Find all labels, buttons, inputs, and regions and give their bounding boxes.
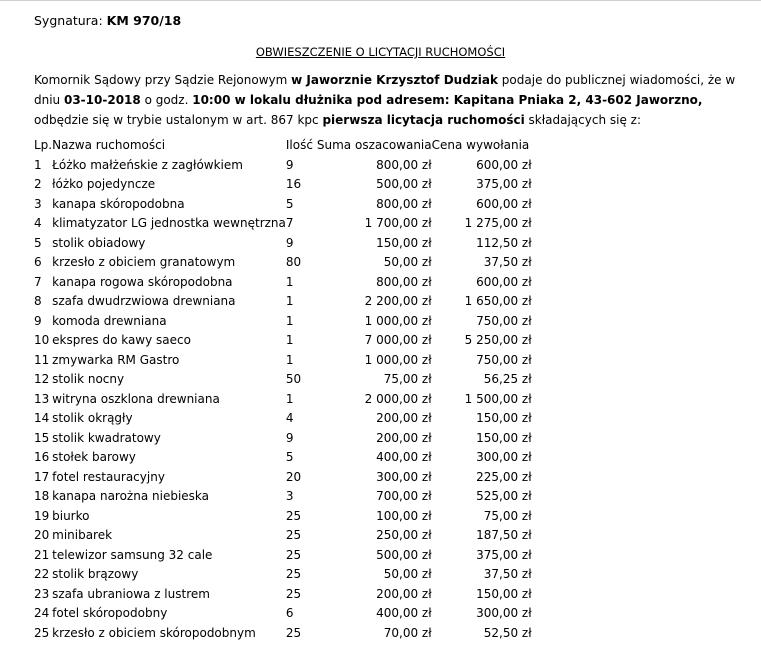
table-row [34,353,532,373]
intro-text: dniu [34,93,64,107]
cell-lp: 11 [34,352,50,367]
cell-qty: 25 [285,567,302,581]
table-row [34,450,532,470]
table-row [34,333,532,353]
intro-text: o godz. [140,93,193,107]
cell-name: stolik okrągły [52,411,133,425]
cell-qty: 1 [285,391,294,406]
header-estimate: Suma oszacowania [316,138,432,152]
table-row [34,606,532,626]
cell-lp: 7 [34,274,42,289]
cell-qty: 25 [285,508,302,523]
cell-name: stołek barowy [52,450,136,464]
auction-date: 03-10-2018 [63,93,141,107]
cell-lp: 4 [34,216,42,230]
cell-price: 225,00 zł [476,469,532,484]
cell-name: ekspres do kawy saeco [52,333,191,347]
table-row [34,216,532,236]
intro-text: Komornik Sądowy przy Sądzie Rejonowym [34,73,292,87]
table-row [34,236,532,256]
cell-name: stolik obiadowy [52,235,146,250]
cell-lp: 21 [34,547,50,562]
table-row [34,567,532,587]
cell-price: 525,00 zł [476,489,532,503]
cell-estimate: 1 700,00 zł [364,216,432,230]
items-table [34,138,532,645]
cell-estimate: 50,00 zł [383,255,432,269]
intro-text: odbędzie się w trybie ustalonym w art. 867 kpc [34,113,323,127]
auction-type: pierwsza licytacja ruchomości [322,113,525,127]
cell-lp: 12 [34,372,50,386]
heading-text: OBWIESZCZENIE O LICYTACJI RUCHOMOŚCI [255,45,506,59]
cell-name: Łóżko małżeńskie z zagłówkiem [52,157,243,172]
cell-lp: 13 [34,391,50,406]
document-heading [0,45,761,59]
cell-estimate: 70,00 zł [383,625,432,640]
cell-estimate: 300,00 zł [376,469,432,484]
cell-name: stolik kwadratowy [52,430,161,445]
cell-estimate: 800,00 zł [376,196,432,211]
cell-estimate: 400,00 zł [376,606,432,620]
table-row [34,372,532,392]
cell-price: 112,50 zł [476,235,532,250]
cell-name: telewizor samsung 32 cale [52,547,213,562]
cell-qty: 9 [285,157,294,172]
header-price: Cena wywołania [431,138,530,152]
cell-lp: 3 [34,196,42,211]
cell-qty: 1 [285,313,294,328]
cell-name: klimatyzator LG jednostka wewnętrzna [52,216,286,230]
table-row [34,528,532,548]
cell-qty: 25 [285,625,302,640]
cell-price: 375,00 zł [476,177,532,191]
signature-label: Sygnatura: [34,13,103,28]
table-row [34,548,532,568]
cell-price: 150,00 zł [476,586,532,601]
cell-name: łóżko pojedyncze [52,177,156,191]
cell-price: 37,50 zł [483,255,532,269]
cell-qty: 25 [285,547,302,562]
cell-lp: 15 [34,430,50,445]
table-row [34,314,532,334]
cell-price: 1 275,00 zł [464,216,532,230]
table-row [34,275,532,295]
cell-estimate: 200,00 zł [376,586,432,601]
header-lp: Lp. [34,138,53,152]
cell-price: 600,00 zł [476,157,532,172]
cell-lp: 8 [34,294,42,308]
cell-price: 300,00 zł [476,606,532,620]
table-row [34,431,532,451]
cell-qty: 3 [285,489,294,503]
table-row [34,470,532,490]
cell-estimate: 200,00 zł [376,430,432,445]
case-signature [34,13,181,28]
cell-qty: 6 [285,606,294,620]
cell-lp: 17 [34,469,50,484]
cell-name: krzesło z obiciem skóropodobnym [52,625,256,640]
cell-estimate: 50,00 zł [383,567,432,581]
intro-line-3 [34,110,734,130]
table-row [34,177,532,197]
cell-name: kanapa rogowa skóropodobna [52,274,233,289]
cell-price: 75,00 zł [483,508,532,523]
cell-estimate: 2 200,00 zł [364,294,432,308]
intro-text: podaje do publicznej wiadomości, że w [497,73,736,87]
cell-qty: 1 [285,352,294,367]
table-row [34,197,532,217]
cell-lp: 1 [34,157,42,172]
cell-price: 300,00 zł [476,450,532,464]
cell-qty: 1 [285,274,294,289]
table-row [34,294,532,314]
table-row [34,255,532,275]
cell-price: 1 500,00 zł [464,391,532,406]
cell-estimate: 400,00 zł [376,450,432,464]
table-row [34,489,532,509]
cell-name: kanapa skóropodobna [52,196,185,211]
cell-lp: 22 [34,567,50,581]
cell-qty: 9 [285,430,294,445]
cell-qty: 50 [285,372,302,386]
cell-price: 750,00 zł [476,313,532,328]
cell-price: 5 250,00 zł [464,333,532,347]
auction-time-location: 10:00 w lokalu dłużnika pod adresem: Kapitana Pniaka 2, 43-602 Jaworzno, [192,93,703,107]
cell-lp: 9 [34,313,42,328]
page-top-border [0,0,761,1]
cell-lp: 19 [34,508,50,523]
cell-estimate: 75,00 zł [383,372,432,386]
cell-lp: 23 [34,586,50,601]
signature-value: KM 970/18 [106,13,182,28]
intro-paragraph [34,70,734,130]
cell-qty: 80 [285,255,302,269]
cell-estimate: 100,00 zł [376,508,432,523]
cell-qty: 4 [285,411,294,425]
cell-price: 375,00 zł [476,547,532,562]
cell-lp: 6 [34,255,42,269]
cell-name: biurko [52,508,90,523]
cell-price: 600,00 zł [476,274,532,289]
table-header-row [34,138,532,158]
cell-estimate: 1 000,00 zł [364,352,432,367]
cell-lp: 25 [34,625,50,640]
cell-name: fotel restauracyjny [52,469,165,484]
cell-name: kanapa narożna niebieska [52,489,210,503]
cell-lp: 16 [34,450,50,464]
table-row [34,158,532,178]
cell-qty: 9 [285,235,294,250]
cell-estimate: 500,00 zł [376,177,432,191]
cell-price: 37,50 zł [483,567,532,581]
cell-price: 1 650,00 zł [464,294,532,308]
bailiff-name: w Jaworznie Krzysztof Dudziak [291,73,498,87]
cell-qty: 20 [285,469,302,484]
cell-price: 150,00 zł [476,430,532,445]
cell-name: szafa ubraniowa z lustrem [52,586,210,601]
header-name: Nazwa ruchomości [52,138,166,152]
cell-lp: 14 [34,411,50,425]
cell-estimate: 200,00 zł [376,411,432,425]
cell-name: stolik brązowy [52,567,139,581]
table-row [34,587,532,607]
cell-estimate: 7 000,00 zł [364,333,432,347]
cell-price: 750,00 zł [476,352,532,367]
cell-estimate: 800,00 zł [376,157,432,172]
intro-text: składających się z: [524,113,641,127]
cell-qty: 16 [285,177,302,191]
cell-estimate: 2 000,00 zł [364,391,432,406]
cell-estimate: 1 000,00 zł [364,313,432,328]
cell-lp: 18 [34,489,50,503]
cell-price: 187,50 zł [476,528,532,542]
cell-name: krzesło z obiciem granatowym [52,255,236,269]
table-row [34,392,532,412]
cell-lp: 20 [34,528,50,542]
cell-qty: 1 [285,333,294,347]
cell-lp: 5 [34,235,42,250]
cell-name: minibarek [52,528,113,542]
cell-estimate: 250,00 zł [376,528,432,542]
cell-qty: 25 [285,528,302,542]
cell-qty: 5 [285,450,294,464]
cell-name: zmywarka RM Gastro [52,352,180,367]
table-row [34,411,532,431]
cell-qty: 7 [285,216,294,230]
cell-name: komoda drewniana [52,313,167,328]
cell-name: witryna oszklona drewniana [52,391,220,406]
cell-name: stolik nocny [52,372,125,386]
cell-estimate: 150,00 zł [376,235,432,250]
table-row [34,509,532,529]
cell-qty: 25 [285,586,302,601]
cell-lp: 24 [34,606,50,620]
cell-name: szafa dwudrzwiowa drewniana [52,294,236,308]
intro-line-2 [34,90,734,110]
cell-estimate: 700,00 zł [376,489,432,503]
cell-lp: 2 [34,177,42,191]
cell-price: 52,50 zł [483,625,532,640]
cell-estimate: 500,00 zł [376,547,432,562]
cell-estimate: 800,00 zł [376,274,432,289]
cell-name: fotel skóropodobny [52,606,168,620]
table-row [34,626,532,646]
cell-lp: 10 [34,333,50,347]
cell-qty: 5 [285,196,294,211]
cell-price: 600,00 zł [476,196,532,211]
intro-line-1 [34,70,734,90]
cell-qty: 1 [285,294,294,308]
cell-price: 56,25 zł [483,372,532,386]
header-qty: Ilość [285,138,313,152]
cell-price: 150,00 zł [476,411,532,425]
